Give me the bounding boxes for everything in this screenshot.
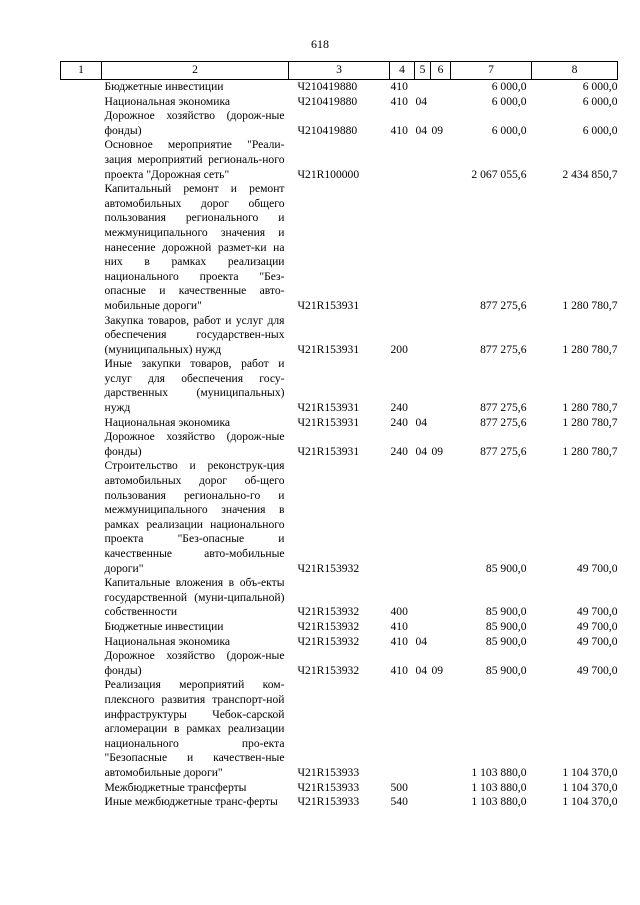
- row-code: Ч210419880: [297, 123, 358, 137]
- row-subsection: 09: [431, 123, 444, 137]
- table-row: [61, 781, 618, 796]
- row-number-cell: [61, 459, 102, 576]
- row-number-cell: [61, 678, 102, 780]
- row-subsection: [431, 781, 451, 796]
- row-amount-col7: 1 103 880,0: [471, 765, 527, 779]
- row-name: Дорожное хозяйство (дорож-ные фонды): [104, 109, 285, 137]
- row-amount-col7: 85 900,0: [485, 619, 527, 633]
- row-expense-type: [390, 678, 415, 780]
- row-code: Ч21R153932: [297, 605, 360, 619]
- table-row: [61, 138, 618, 182]
- row-subsection: [431, 357, 451, 415]
- row-code: Ч21R153931: [297, 401, 360, 415]
- row-section: 04: [415, 123, 428, 137]
- row-code: Ч21R153933: [297, 795, 360, 809]
- row-number-cell: [61, 620, 102, 635]
- row-amount-col7: 1 103 880,0: [471, 780, 527, 794]
- row-name: Межбюджетные трансферты: [104, 780, 247, 794]
- table-row: [61, 635, 618, 650]
- row-section: 04: [415, 634, 428, 648]
- row-subsection: 09: [431, 444, 444, 458]
- table-row: [61, 678, 618, 780]
- row-number-cell: [61, 795, 102, 810]
- row-code: Ч21R153931: [297, 342, 360, 356]
- row-amount-col7: 6 000,0: [491, 94, 527, 108]
- row-number-cell: [61, 138, 102, 182]
- row-subsection: [431, 459, 451, 576]
- row-number-cell: [61, 576, 102, 620]
- header-col-8: 8: [532, 62, 618, 80]
- header-col-2: 2: [102, 62, 289, 80]
- table-row: [61, 430, 618, 459]
- row-code: Ч210419880: [297, 94, 358, 108]
- table-row: [61, 416, 618, 431]
- row-expense-type: 410: [390, 80, 408, 93]
- row-amount-col7: 85 900,0: [485, 634, 527, 648]
- row-section: [415, 620, 431, 635]
- table-body: [61, 80, 618, 810]
- row-subsection: [431, 138, 451, 182]
- row-amount-col8: 1 280 780,7: [562, 401, 618, 415]
- row-amount-col8: 49 700,0: [576, 605, 618, 619]
- row-section: [415, 182, 431, 313]
- table-row: [61, 80, 618, 95]
- row-amount-col7: 877 275,6: [480, 415, 527, 429]
- row-amount-col8: 2 434 850,7: [562, 167, 618, 181]
- row-number-cell: [61, 95, 102, 110]
- table-row: [61, 95, 618, 110]
- row-amount-col7: 877 275,6: [480, 444, 527, 458]
- table-row: [61, 620, 618, 635]
- row-number-cell: [61, 182, 102, 313]
- row-subsection: [431, 620, 451, 635]
- row-amount-col8: 49 700,0: [576, 619, 618, 633]
- row-amount-col8: 49 700,0: [576, 561, 618, 575]
- row-expense-type: 240: [390, 401, 408, 415]
- header-col-7: 7: [451, 62, 532, 80]
- row-name: Бюджетные инвестиции: [104, 619, 224, 633]
- row-code: Ч21R100000: [297, 167, 360, 181]
- row-name: Бюджетные инвестиции: [104, 80, 224, 93]
- table-row: [61, 314, 618, 358]
- row-code: Ч21R153932: [297, 663, 360, 677]
- row-subsection: [431, 314, 451, 358]
- row-amount-col7: 6 000,0: [491, 80, 527, 93]
- row-number-cell: [61, 635, 102, 650]
- row-subsection: [431, 795, 451, 810]
- row-amount-col7: 1 103 880,0: [471, 795, 527, 809]
- row-section: 04: [415, 663, 428, 677]
- row-amount-col7: 877 275,6: [480, 298, 527, 312]
- header-col-6: 6: [431, 62, 451, 80]
- row-section: [415, 357, 431, 415]
- row-amount-col8: 6 000,0: [582, 94, 618, 108]
- row-amount-col8: 1 280 780,7: [562, 415, 618, 429]
- table-row: [61, 649, 618, 678]
- row-subsection: 09: [431, 663, 444, 677]
- row-section: 04: [415, 415, 428, 429]
- table-row: [61, 459, 618, 576]
- row-name: Основное мероприятие "Реали-зация мероприятий региональ-ного проекта "Дорожная сеть": [104, 138, 285, 181]
- row-expense-type: [390, 182, 415, 313]
- row-code: Ч21R153933: [297, 765, 360, 779]
- row-subsection: [431, 576, 451, 620]
- row-expense-type: [390, 459, 415, 576]
- table-row: [61, 182, 618, 313]
- row-subsection: [431, 80, 451, 95]
- row-name: Закупка товаров, работ и услуг для обеспечения государствен-ных (муниципальных) нужд: [104, 313, 285, 356]
- row-code: Ч21R153933: [297, 780, 360, 794]
- row-section: [415, 459, 431, 576]
- row-section: 04: [415, 444, 428, 458]
- row-amount-col8: 6 000,0: [582, 123, 618, 137]
- row-amount-col8: 1 280 780,7: [562, 444, 618, 458]
- row-amount-col7: 85 900,0: [485, 561, 527, 575]
- row-name: Дорожное хозяйство (дорож-ные фонды): [104, 430, 285, 458]
- row-expense-type: 410: [390, 663, 408, 677]
- row-amount-col8: 1 104 370,0: [562, 780, 618, 794]
- row-number-cell: [61, 357, 102, 415]
- table-row: [61, 795, 618, 810]
- row-amount-col7: 2 067 055,6: [471, 167, 527, 181]
- row-subsection: [431, 182, 451, 313]
- row-subsection: [431, 678, 451, 780]
- header-row: [61, 62, 618, 80]
- row-number-cell: [61, 80, 102, 95]
- row-expense-type: [390, 138, 415, 182]
- row-section: [415, 576, 431, 620]
- row-code: Ч210419880: [297, 80, 358, 93]
- row-expense-type: 240: [390, 444, 408, 458]
- row-expense-type: 200: [390, 342, 408, 356]
- header-col-3: 3: [289, 62, 390, 80]
- budget-table: [60, 61, 618, 810]
- row-expense-type: 540: [390, 795, 408, 809]
- row-amount-col7: 85 900,0: [485, 605, 527, 619]
- row-amount-col7: 877 275,6: [480, 401, 527, 415]
- table-row: [61, 357, 618, 415]
- row-name: Дорожное хозяйство (дорож-ные фонды): [104, 649, 285, 677]
- row-expense-type: 410: [390, 123, 408, 137]
- row-amount-col8: 1 104 370,0: [562, 795, 618, 809]
- row-name: Национальная экономика: [104, 634, 231, 648]
- row-number-cell: [61, 649, 102, 678]
- row-code: Ч21R153932: [297, 634, 360, 648]
- row-amount-col7: 877 275,6: [480, 342, 527, 356]
- row-section: [415, 678, 431, 780]
- header-col-4: 4: [390, 62, 415, 80]
- row-section: [415, 795, 431, 810]
- row-expense-type: 410: [390, 634, 408, 648]
- row-section: 04: [415, 94, 428, 108]
- row-code: Ч21R153931: [297, 444, 360, 458]
- row-section: [415, 314, 431, 358]
- row-amount-col7: 6 000,0: [491, 123, 527, 137]
- row-subsection: [431, 95, 451, 110]
- row-amount-col8: 49 700,0: [576, 634, 618, 648]
- row-number-cell: [61, 416, 102, 431]
- row-name: Иные межбюджетные транс-ферты: [104, 795, 278, 809]
- header-col-1: 1: [61, 62, 102, 80]
- row-amount-col8: 6 000,0: [582, 80, 618, 93]
- row-number-cell: [61, 430, 102, 459]
- table-row: [61, 109, 618, 138]
- row-number-cell: [61, 314, 102, 358]
- row-name: Национальная экономика: [104, 415, 231, 429]
- row-number-cell: [61, 781, 102, 796]
- row-amount-col8: 1 104 370,0: [562, 765, 618, 779]
- row-expense-type: 400: [390, 605, 408, 619]
- row-section: [415, 781, 431, 796]
- row-name: Капитальный ремонт и ремонт автомобильных дорог общего пользования регионального и межмуниципального значения и нанесение дорожной размет-ки на них в рамках реализации национального проекта "Без-опасные и качественные авто-мобильные дороги": [104, 182, 285, 312]
- row-name: Иные закупки товаров, работ и услуг для обеспечения госу-дарственных (муниципальных) нужд: [104, 357, 285, 415]
- row-subsection: [431, 635, 451, 650]
- row-expense-type: 410: [390, 619, 408, 633]
- row-name: Реализация мероприятий ком-плексного развития транспорт-ной инфраструктуры Чебок-сарской агломерации в рамках реализации национального про-екта "Безопасные и качествен-ные автомобильные дороги": [104, 678, 285, 779]
- page-number: 618: [311, 37, 329, 51]
- row-number-cell: [61, 109, 102, 138]
- header-col-5: 5: [415, 62, 431, 80]
- row-amount-col7: 85 900,0: [485, 663, 527, 677]
- row-amount-col8: 1 280 780,7: [562, 298, 618, 312]
- row-subsection: [431, 416, 451, 431]
- row-expense-type: 410: [390, 94, 408, 108]
- row-code: Ч21R153931: [297, 298, 360, 312]
- row-amount-col8: 1 280 780,7: [562, 342, 618, 356]
- row-name: Капитальные вложения в объ-екты государственной (муни-ципальной) собственности: [104, 576, 285, 619]
- row-expense-type: 500: [390, 780, 408, 794]
- row-code: Ч21R153932: [297, 619, 360, 633]
- row-code: Ч21R153932: [297, 561, 360, 575]
- row-amount-col8: 49 700,0: [576, 663, 618, 677]
- table-row: [61, 576, 618, 620]
- row-code: Ч21R153931: [297, 415, 360, 429]
- row-section: [415, 80, 431, 95]
- row-section: [415, 138, 431, 182]
- row-name: Национальная экономика: [104, 94, 231, 108]
- row-expense-type: 240: [390, 415, 408, 429]
- row-name: Строительство и реконструк-ция автомобильных дорог об-щего пользования регионально-го и межмуниципального значения в рамках реализации национального проекта "Без-опасные и качественные авто-мобильные дороги": [104, 459, 285, 575]
